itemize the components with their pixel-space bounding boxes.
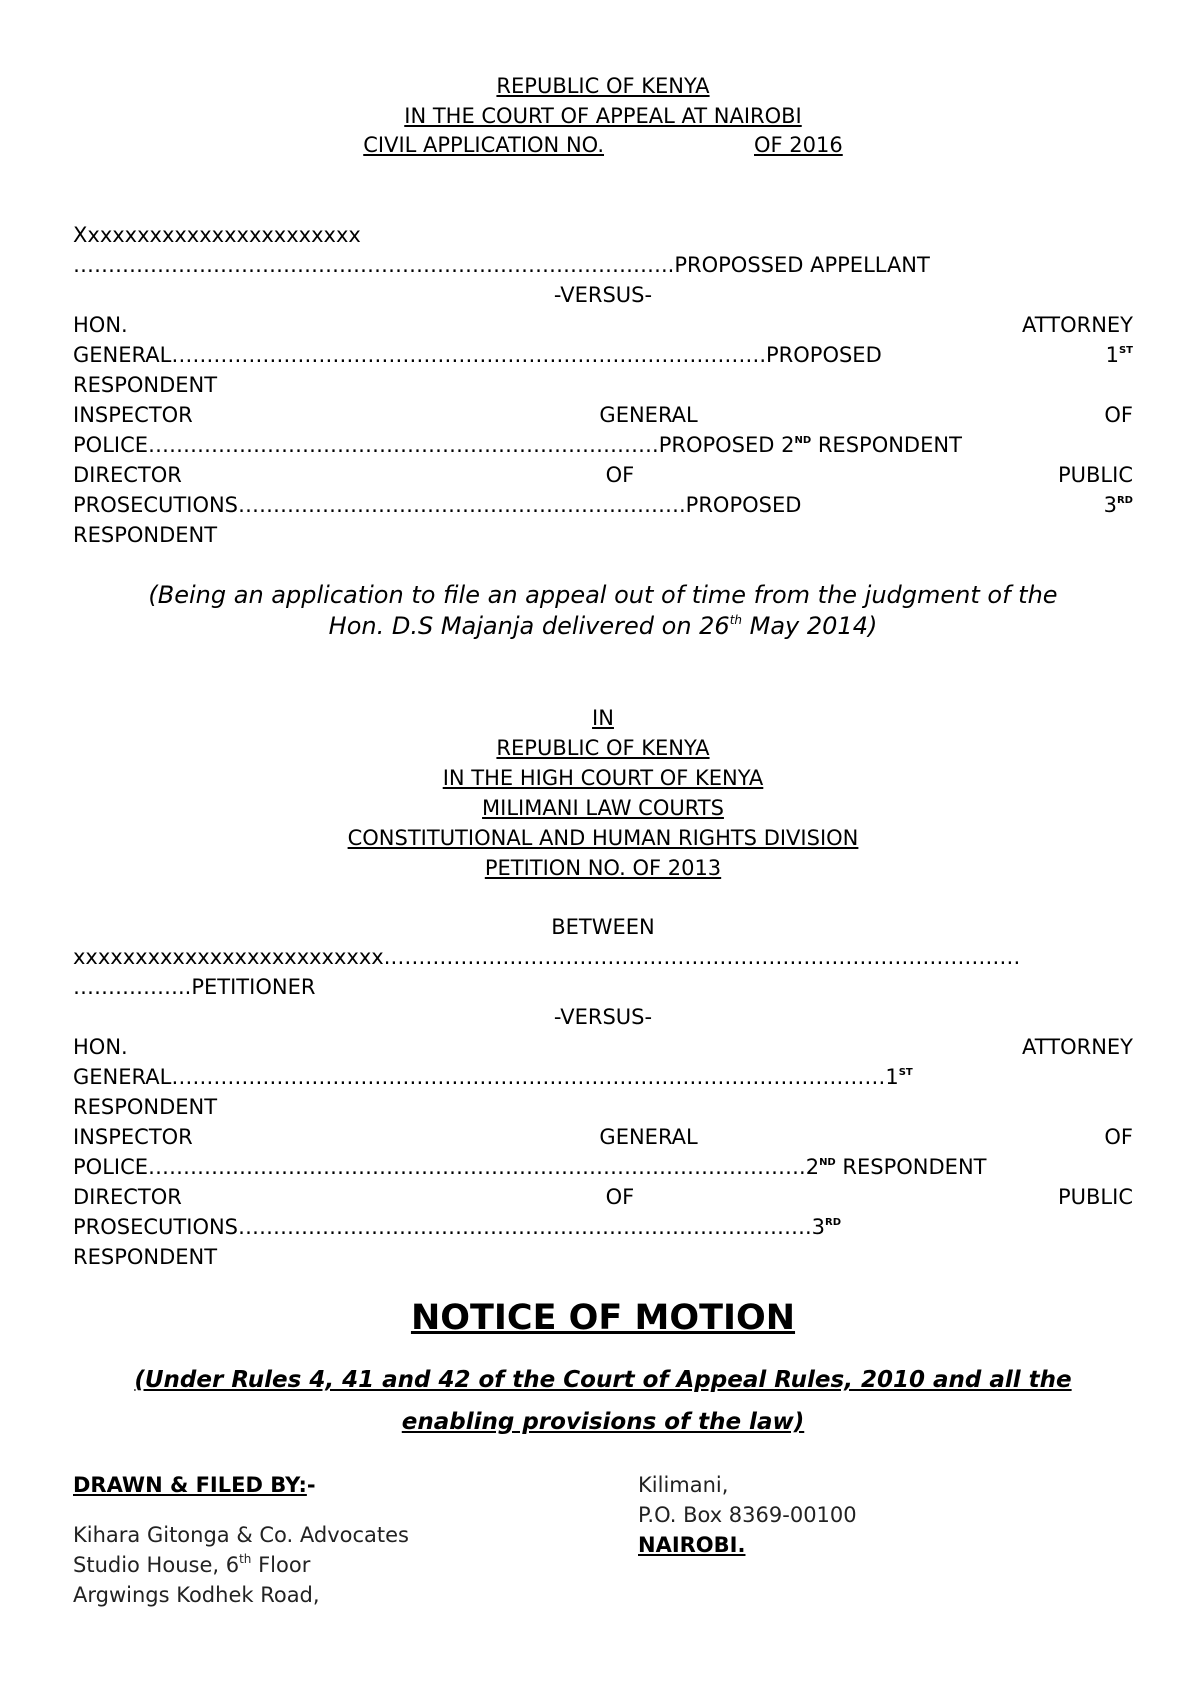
appeal-r3-of: OF: [605, 463, 635, 487]
high-court-versus: -VERSUS-: [553, 1005, 653, 1029]
drawn-by-building-suffix: Floor: [251, 1553, 311, 1577]
notice-rules-line2: enabling provisions of the law): [401, 1409, 805, 1435]
high-court-in-text: IN: [592, 706, 614, 730]
appeal-r1-num: 1: [1105, 343, 1119, 367]
hc-r2-row1: [73, 1122, 1133, 1152]
appeal-r2-sup: ND: [794, 435, 812, 446]
drawn-by-city-text: NAIROBI.: [638, 1533, 746, 1557]
appeal-r2-respondent: RESPONDENT: [817, 433, 962, 457]
appeal-r1-hon: HON.: [73, 313, 128, 337]
hc-r1-attorney: ATTORNEY: [1022, 1035, 1133, 1059]
appeal-r3-line: PROSECUTIONS……………………………………………………….PROPOSED: [73, 493, 802, 517]
high-court-line3: MILIMANI LAW COURTS: [482, 796, 724, 820]
hc-r2-inspector: INSPECTOR: [73, 1125, 193, 1149]
drawn-by-heading-text: DRAWN & FILED BY:: [73, 1473, 307, 1497]
application-note-line2: [73, 611, 1133, 646]
hc-r2-of: OF: [1104, 1125, 1133, 1149]
appeal-r1-respondent: RESPONDENT: [73, 373, 218, 397]
appeal-r2-of: OF: [1104, 403, 1133, 427]
drawn-by-building-prefix: Studio House, 6: [73, 1553, 240, 1577]
appeal-r3-sup: RD: [1116, 495, 1133, 506]
appeal-r3-director: DIRECTOR: [73, 463, 182, 487]
hc-r3-row1: [73, 1182, 1133, 1212]
appeal-header-court: [73, 101, 1133, 131]
hc-r3-line: PROSECUTIONS……………………………………………………………………….3: [73, 1215, 826, 1239]
hc-r1-line: GENERAL…………………………………………………………………………………………1: [73, 1065, 899, 1089]
high-court-line2: IN THE HIGH COURT OF KENYA: [442, 766, 764, 790]
appeal-r1-row1: [73, 310, 1133, 340]
appeal-r1-sup: ST: [1118, 345, 1133, 356]
appeal-r2-line: POLICE……………………………………………………………….PROPOSED 2: [73, 433, 795, 457]
drawn-by-heading-dash: -: [306, 1473, 316, 1497]
hc-r2-general: GENERAL: [599, 1125, 698, 1149]
case-number-underline: [363, 133, 843, 157]
high-court-republic: [73, 733, 1133, 763]
appeal-r2-row1: [73, 400, 1133, 430]
high-court-line1: REPUBLIC OF KENYA: [496, 736, 710, 760]
appeal-r3-num: 3: [1103, 493, 1117, 517]
hc-r1-respondent: RESPONDENT: [73, 1095, 218, 1119]
drawn-by-road: Argwings Kodhek Road,: [73, 1583, 320, 1607]
hc-r2-respondent: RESPONDENT: [842, 1155, 987, 1179]
hc-r3-sup: RD: [825, 1217, 842, 1228]
hc-r3-director: DIRECTOR: [73, 1185, 182, 1209]
appellant-name: Xxxxxxxxxxxxxxxxxxxxxxx: [73, 223, 361, 247]
high-court-milimani: [73, 793, 1133, 823]
case-number-prefix: CIVIL APPLICATION NO.: [363, 133, 605, 157]
hc-r3-public: PUBLIC: [1057, 1185, 1133, 1209]
appeal-r3-row1: [73, 460, 1133, 490]
high-court-court: [73, 763, 1133, 793]
drawn-by-box: P.O. Box 8369-00100: [638, 1503, 857, 1527]
hc-r2-sup: ND: [819, 1157, 836, 1168]
hc-r1-hon: HON.: [73, 1035, 128, 1059]
application-note-sup: th: [729, 613, 743, 627]
drawn-by-building-sup: th: [239, 1552, 252, 1566]
appeal-r1-attorney: ATTORNEY: [1022, 313, 1133, 337]
appeal-r3-respondent: RESPONDENT: [73, 523, 218, 547]
drawn-by-city: [638, 1530, 1118, 1560]
notice-rules-line1: (Under Rules 4, 41 and 42 of the Court of Appeal Rules, 2010 and all the: [134, 1367, 1072, 1393]
case-number-suffix: OF 2016: [754, 133, 843, 157]
appeal-versus: -VERSUS-: [553, 283, 653, 307]
appeal-header-case-number: [73, 130, 1133, 160]
appellant-line: …………………………………………………………………………..PROPOSSED APPELLANT: [73, 253, 930, 277]
application-note-suffix: May 2014): [742, 612, 878, 640]
between-heading: BETWEEN: [551, 915, 655, 939]
application-note-prefix: Hon. D.S Majanja delivered on 26: [328, 612, 730, 640]
appeal-r2-general: GENERAL: [599, 403, 698, 427]
notice-title: NOTICE OF MOTION: [410, 1298, 796, 1338]
hc-r3-of: OF: [605, 1185, 635, 1209]
petitioner-line2: ……………..PETITIONER: [73, 975, 316, 999]
hc-r1-sup: ST: [898, 1067, 913, 1078]
appeal-header-republic: [73, 71, 1133, 101]
hc-r2-line: POLICE………………………………………………………………………………….2: [73, 1155, 820, 1179]
appeal-header-line1: REPUBLIC OF KENYA: [496, 74, 710, 98]
hc-r3-respondent: RESPONDENT: [73, 1245, 218, 1269]
high-court-line4: CONSTITUTIONAL AND HUMAN RIGHTS DIVISION: [347, 826, 859, 850]
hc-r1-row1: [73, 1032, 1133, 1062]
drawn-by-firm: Kihara Gitonga & Co. Advocates: [73, 1523, 409, 1547]
appeal-r2-inspector: INSPECTOR: [73, 403, 193, 427]
high-court-petition: [73, 853, 1133, 883]
petitioner-line1: xxxxxxxxxxxxxxxxxxxxxxxxx.………………………………………………………………………………: [73, 945, 1021, 969]
appeal-r3-public: PUBLIC: [1057, 463, 1133, 487]
high-court-division: [73, 823, 1133, 853]
application-note-line1: (Being an application to file an appeal out of time from the judgment of the: [148, 581, 1058, 609]
appeal-r1-line: GENERAL………………………………………………………………………….PROPOSED: [73, 343, 882, 367]
appeal-header-line2: IN THE COURT OF APPEAL AT NAIROBI: [404, 104, 802, 128]
high-court-in: [73, 703, 1133, 733]
high-court-line5: PETITION NO. OF 2013: [484, 856, 722, 880]
drawn-by-area: Kilimani,: [638, 1473, 729, 1497]
